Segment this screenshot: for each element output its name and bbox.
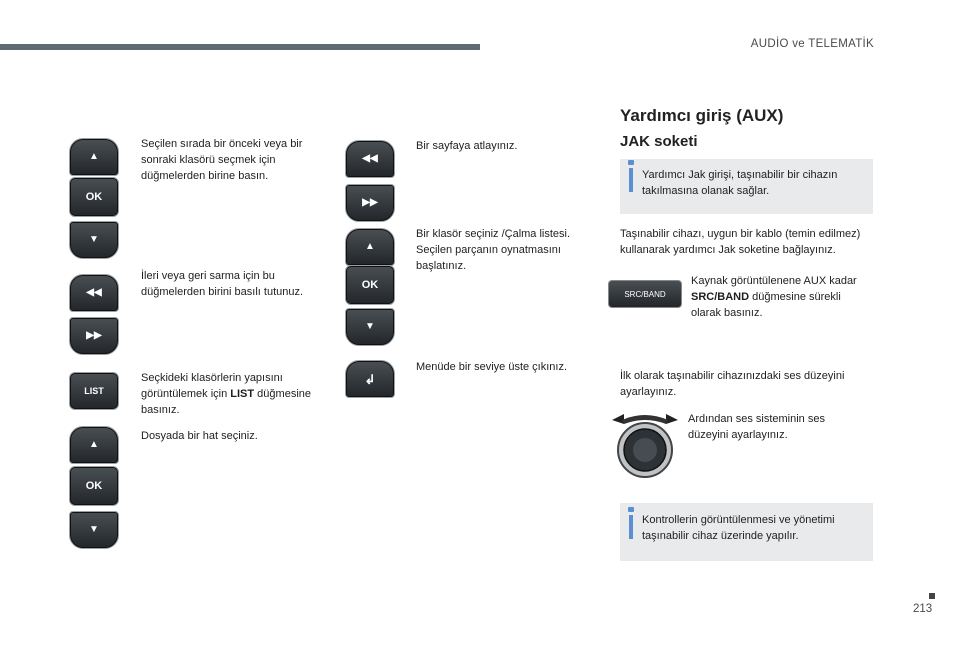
fast-forward-icon: ▶▶: [362, 197, 378, 208]
ok-button-3[interactable]: [345, 265, 395, 305]
up-arrow-icon: ▲: [89, 439, 99, 450]
section-title: AUDİO ve TELEMATİK: [750, 38, 874, 50]
left-text-2: İleri veya geri sarma için bu düğmelerden birini basılı tutunuz.: [141, 270, 304, 298]
jack-subtitle: JAK soketi: [620, 133, 698, 150]
info-note-1-text: Yardımcı Jak girişi, taşınabilir bir cihazın takılmasına olanak sağlar.: [642, 169, 838, 197]
aux-title: Yardımcı giriş (AUX): [620, 106, 784, 125]
ok-button[interactable]: [69, 177, 119, 217]
info-icon: [629, 168, 633, 192]
page-number: 213: [913, 603, 933, 615]
right-text-2: Kaynak görüntülenene AUX kadar SRC/BAND düğmesine sürekli olarak basınız.: [691, 275, 857, 319]
info-note-2-text: Kontrollerin görüntülenmesi ve yönetimi taşınabilir cihaz üzerinde yapılır.: [642, 514, 835, 542]
left-text-3: Seçkideki klasörlerin yapısını görüntülemek için LIST düğmesine basınız.: [141, 372, 311, 416]
page-forward-button[interactable]: [345, 184, 395, 222]
ok-label: OK: [85, 191, 103, 203]
ok-button-2[interactable]: [69, 466, 119, 506]
ok-label: OK: [361, 279, 379, 291]
up-arrow-icon: ▲: [89, 151, 99, 162]
down-button-3[interactable]: [345, 308, 395, 346]
down-button-2[interactable]: [69, 511, 119, 549]
list-keyword: LIST: [230, 388, 255, 400]
rewind-icon: ◀◀: [86, 287, 102, 298]
up-arrow-icon: ▲: [365, 241, 375, 252]
middle-text-2: Bir klasör seçiniz /Çalma listesi. Seçilen parçanın oynatmasını başlatınız.: [416, 228, 571, 272]
info-note-1: [620, 159, 873, 214]
header-bar: [0, 44, 480, 50]
down-arrow-icon: ▼: [89, 234, 99, 245]
right-text-1: Taşınabilir cihazı, uygun bir kablo (temin edilmez) kullanarak yardımcı Jak soketine bağlayınız.: [620, 228, 861, 256]
left-text-4: Dosyada bir hat seçiniz.: [141, 430, 258, 442]
middle-text-1: Bir sayfaya atlayınız.: [416, 140, 518, 152]
fast-forward-icon: ▶▶: [86, 330, 102, 341]
down-arrow-icon: ▼: [89, 524, 99, 535]
info-note-2: [620, 503, 873, 561]
volume-knob-icon[interactable]: [610, 412, 680, 478]
up-button[interactable]: [69, 138, 119, 176]
up-button-2[interactable]: [69, 426, 119, 464]
ok-label: OK: [85, 480, 103, 492]
list-button[interactable]: [69, 372, 119, 410]
list-label: LIST: [84, 386, 104, 396]
back-arrow-icon: ↲: [364, 371, 376, 387]
middle-text-3: Menüde bir seviye üste çıkınız.: [416, 361, 568, 373]
down-button[interactable]: [69, 221, 119, 259]
right-text-4: Ardından ses sisteminin ses düzeyini ayarlayınız.: [688, 413, 825, 441]
forward-button[interactable]: [69, 317, 119, 355]
rewind-button[interactable]: [69, 274, 119, 312]
info-icon: [629, 515, 633, 539]
page-back-button[interactable]: [345, 140, 395, 178]
back-button[interactable]: [345, 360, 395, 398]
right-text-3: İlk olarak taşınabilir cihazınızdaki ses düzeyini ayarlayınız.: [620, 370, 845, 398]
src-band-keyword: SRC/BAND: [691, 291, 750, 303]
page-marker: [929, 593, 935, 599]
left-text-1: Seçilen sırada bir önceki veya bir sonraki klasörü seçmek için düğmelerden birine basın.: [141, 138, 303, 182]
rewind-icon: ◀◀: [362, 153, 378, 164]
src-band-button[interactable]: [608, 280, 682, 308]
down-arrow-icon: ▼: [365, 321, 375, 332]
up-button-3[interactable]: [345, 228, 395, 266]
src-band-label: SRC/BAND: [624, 289, 666, 299]
